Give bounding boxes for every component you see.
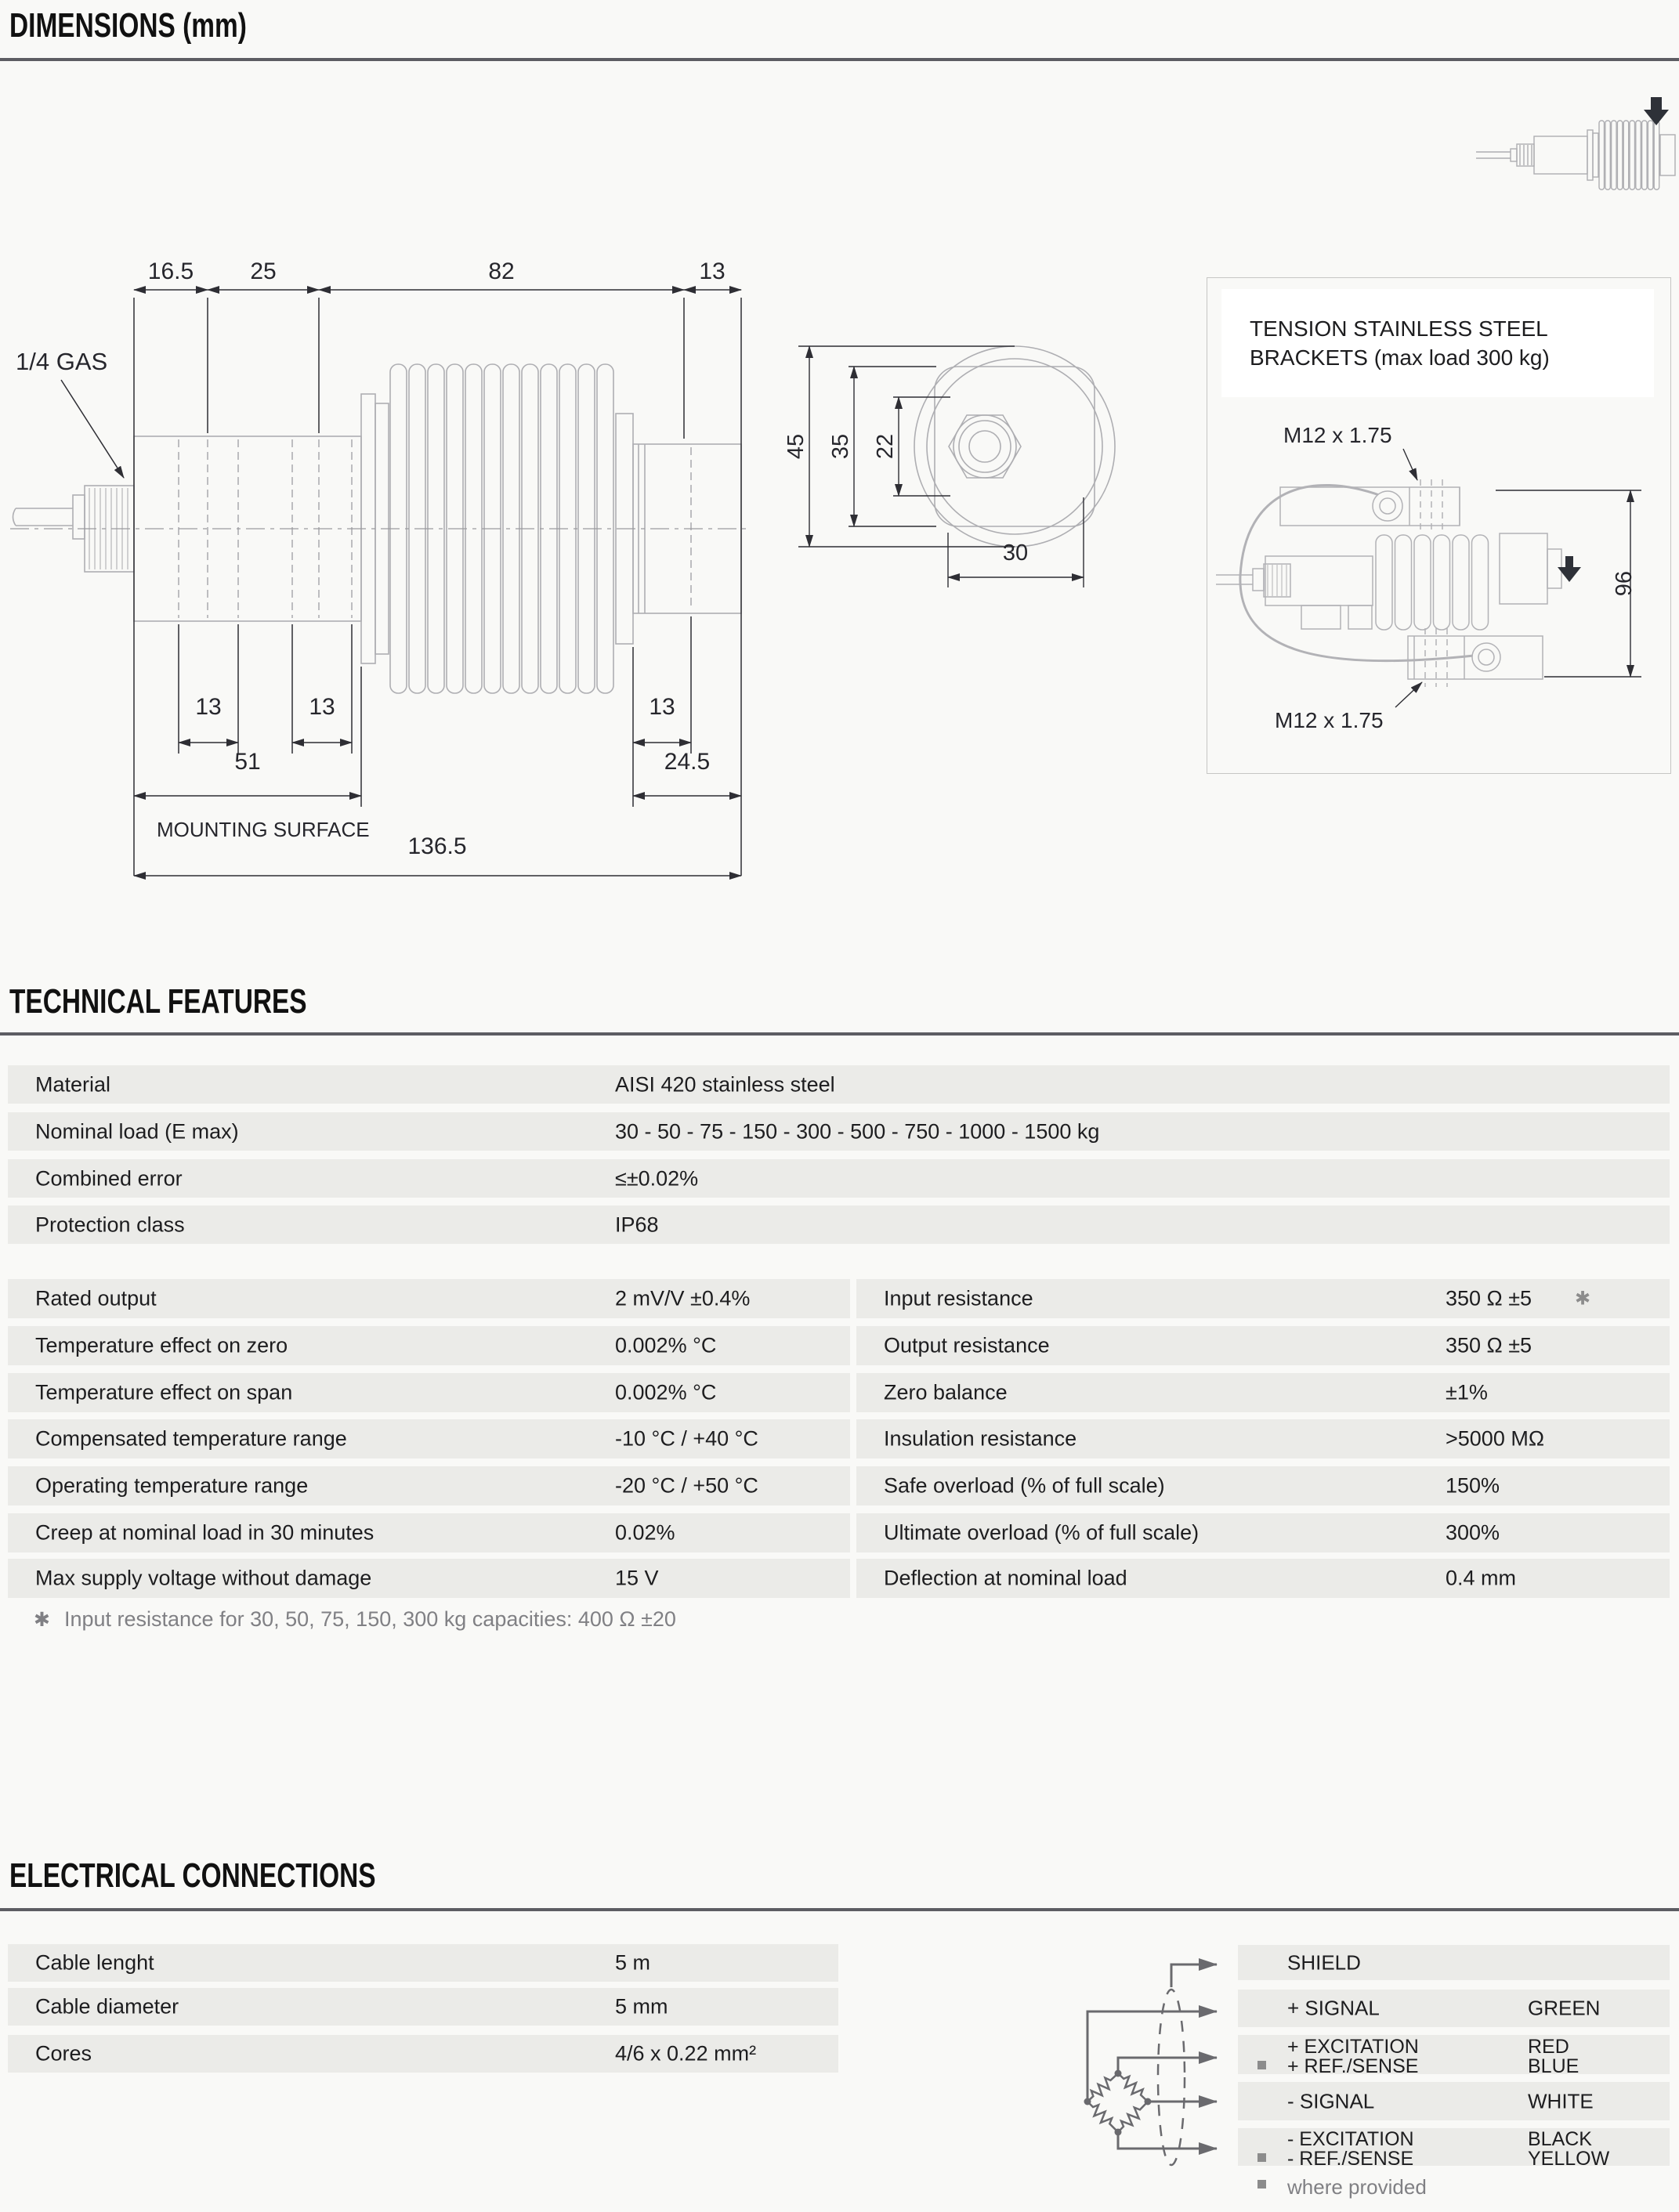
row-label: Zero balance bbox=[884, 1380, 1008, 1404]
bracket-drawing bbox=[1207, 396, 1670, 772]
square-bullet-icon bbox=[1257, 2180, 1266, 2189]
wire-color: GREEN bbox=[1528, 1996, 1601, 2020]
wire-label: + SIGNAL bbox=[1287, 1996, 1380, 2020]
dim-25: 25 bbox=[250, 258, 277, 284]
tension-brackets-title-line1: TENSION STAINLESS STEEL bbox=[1250, 316, 1548, 341]
row-value: 15 V bbox=[615, 1566, 659, 1590]
bridge-resistors bbox=[1084, 2069, 1152, 2136]
table-row bbox=[8, 1559, 850, 1598]
footnote-text: Input resistance for 30, 50, 75, 150, 300 kg capacities: 400 Ω ±20 bbox=[63, 1607, 676, 1631]
table-row bbox=[856, 1326, 1670, 1365]
wire-label: - REF./SENSE bbox=[1287, 2148, 1414, 2170]
electrical-section-title: ELECTRICAL CONNECTIONS bbox=[9, 1856, 376, 1895]
row-value: -20 °C / +50 °C bbox=[615, 1473, 758, 1498]
wire-color: WHITE bbox=[1528, 2089, 1594, 2113]
dim-82: 82 bbox=[488, 258, 515, 284]
table-row bbox=[8, 1112, 1670, 1151]
row-value: ≤±0.02% bbox=[615, 1166, 699, 1190]
table-row bbox=[856, 1559, 1670, 1598]
bracket-labels bbox=[1275, 423, 1635, 732]
dim-22: 22 bbox=[873, 433, 898, 460]
row-label: Combined error bbox=[35, 1166, 183, 1190]
bridge-nodes bbox=[1084, 2070, 1152, 2136]
row-label: Input resistance bbox=[884, 1286, 1033, 1310]
table-row bbox=[8, 1944, 838, 1982]
technical-section-title: TECHNICAL FEATURES bbox=[9, 982, 307, 1021]
wiring-row-plus-excitation bbox=[1238, 2035, 1670, 2077]
row-value: 350 Ω ±5 bbox=[1446, 1286, 1532, 1310]
table-row bbox=[856, 1513, 1670, 1552]
table-row bbox=[8, 2035, 838, 2073]
input-resistance-footnote bbox=[34, 1607, 676, 1632]
row-value: AISI 420 stainless steel bbox=[615, 1072, 835, 1096]
row-value: 5 mm bbox=[615, 1994, 668, 2019]
row-label: Temperature effect on span bbox=[35, 1380, 293, 1404]
cable-shield-ellipse bbox=[1158, 1990, 1185, 2165]
wire-label: - SIGNAL bbox=[1287, 2089, 1375, 2113]
dim-13-c: 13 bbox=[649, 694, 675, 720]
row-label: Nominal load (E max) bbox=[35, 1119, 239, 1143]
row-label: Compensated temperature range bbox=[35, 1426, 347, 1451]
row-value: 300% bbox=[1446, 1520, 1500, 1545]
table-row bbox=[8, 1065, 1670, 1104]
dim-136-5: 136.5 bbox=[407, 833, 467, 859]
table-row bbox=[856, 1419, 1670, 1458]
row-value: 150% bbox=[1446, 1473, 1500, 1498]
dim-51: 51 bbox=[234, 749, 261, 775]
dimensions-section-title: DIMENSIONS (mm) bbox=[9, 6, 247, 45]
row-value: -10 °C / +40 °C bbox=[615, 1426, 758, 1451]
row-label: Max supply voltage without damage bbox=[35, 1566, 372, 1590]
table-row bbox=[8, 1513, 850, 1552]
table-row bbox=[8, 1326, 850, 1365]
wire-label: SHIELD bbox=[1287, 1950, 1361, 1974]
row-label: Rated output bbox=[35, 1286, 157, 1310]
mounting-surface-label: MOUNTING SURFACE bbox=[157, 818, 370, 841]
wiring-row-minus-signal bbox=[1238, 2082, 1670, 2120]
wire-color: BLACK bbox=[1528, 2128, 1592, 2150]
row-value: 5 m bbox=[615, 1950, 651, 1975]
dim-24-5: 24.5 bbox=[664, 749, 711, 775]
tension-brackets-title-box bbox=[1221, 289, 1654, 397]
wiring-row-plus-signal bbox=[1238, 1990, 1670, 2027]
row-label: Temperature effect on zero bbox=[35, 1333, 288, 1357]
row-label: Output resistance bbox=[884, 1333, 1050, 1357]
wire-color: RED bbox=[1528, 2036, 1569, 2058]
product-thumbnail-drawing bbox=[1471, 77, 1675, 202]
section-divider bbox=[0, 1908, 1679, 1911]
footnote-star-icon: ✱ bbox=[34, 1609, 50, 1631]
row-label: Insulation resistance bbox=[884, 1426, 1077, 1451]
end-view-drawing bbox=[780, 302, 1116, 638]
dim-13-a: 13 bbox=[195, 694, 222, 720]
thread-bottom-label: M12 x 1.75 bbox=[1275, 708, 1384, 732]
end-view-dimension-lines bbox=[798, 346, 1084, 587]
table-row bbox=[8, 1205, 1670, 1244]
dim-45: 45 bbox=[783, 433, 809, 460]
footnote-text: where provided bbox=[1287, 2175, 1427, 2199]
row-label: Creep at nominal load in 30 minutes bbox=[35, 1520, 375, 1545]
table-row bbox=[8, 1419, 850, 1458]
wire-color: YELLOW bbox=[1528, 2148, 1610, 2170]
table-row bbox=[856, 1373, 1670, 1412]
end-view-outline bbox=[914, 346, 1115, 547]
row-label: Deflection at nominal load bbox=[884, 1566, 1127, 1590]
row-value: 2 mV/V ±0.4% bbox=[615, 1286, 751, 1310]
wire-label: + REF./SENSE bbox=[1287, 2055, 1419, 2077]
wire-label: + EXCITATION bbox=[1287, 2036, 1419, 2058]
row-value: 350 Ω ±5 bbox=[1446, 1333, 1532, 1357]
dim-16-5: 16.5 bbox=[147, 258, 194, 284]
row-label: Cable lenght bbox=[35, 1950, 154, 1975]
end-view-dimension-labels bbox=[783, 434, 1028, 566]
bracket-outline bbox=[1216, 479, 1561, 687]
row-value: IP68 bbox=[615, 1213, 659, 1236]
footnote-star-icon: ✱ bbox=[1575, 1288, 1591, 1310]
row-value: 30 - 50 - 75 - 150 - 300 - 500 - 750 - 1000 - 1500 kg bbox=[615, 1119, 1100, 1143]
dim-35: 35 bbox=[828, 433, 853, 460]
side-view-drawing bbox=[6, 235, 758, 885]
wiring-row-shield bbox=[1238, 1945, 1670, 1980]
row-value: 0.002% °C bbox=[615, 1333, 717, 1357]
row-value: 0.02% bbox=[615, 1520, 675, 1545]
row-label: Operating temperature range bbox=[35, 1473, 309, 1498]
table-row bbox=[8, 1373, 850, 1412]
wheatstone-bridge-diagram bbox=[928, 1928, 1242, 2199]
row-label: Material bbox=[35, 1072, 111, 1096]
wire-color: BLUE bbox=[1528, 2055, 1579, 2077]
row-value: >5000 MΩ bbox=[1446, 1426, 1545, 1451]
wire-label: - EXCITATION bbox=[1287, 2128, 1414, 2150]
row-label: Ultimate overload (% of full scale) bbox=[884, 1520, 1200, 1545]
dim-96: 96 bbox=[1610, 570, 1635, 597]
table-row bbox=[8, 1279, 850, 1318]
section-divider bbox=[0, 58, 1679, 61]
wiring-table bbox=[1238, 1945, 1670, 2211]
row-label: Protection class bbox=[35, 1213, 185, 1236]
section-divider bbox=[0, 1032, 1679, 1036]
row-value: ±1% bbox=[1446, 1380, 1488, 1404]
dim-13-top: 13 bbox=[699, 258, 726, 284]
gas-thread-label: 1/4 GAS bbox=[16, 348, 108, 375]
dim-30: 30 bbox=[1002, 540, 1029, 566]
row-value: 0.002% °C bbox=[615, 1380, 717, 1404]
table-row bbox=[856, 1466, 1670, 1505]
row-label: Cores bbox=[35, 2041, 92, 2066]
load-direction-arrow-icon bbox=[1644, 97, 1669, 125]
thread-top-label: M12 x 1.75 bbox=[1283, 423, 1392, 447]
table-row bbox=[856, 1279, 1670, 1318]
gas-thread-leader-line bbox=[61, 380, 124, 478]
table-row bbox=[8, 1988, 838, 2026]
row-label: Safe overload (% of full scale) bbox=[884, 1473, 1165, 1498]
tension-brackets-panel bbox=[1207, 277, 1671, 774]
dim-13-b: 13 bbox=[309, 694, 335, 720]
table-row bbox=[8, 1159, 1670, 1198]
wiring-row-minus-excitation bbox=[1238, 2128, 1670, 2170]
row-label: Cable diameter bbox=[35, 1994, 179, 2019]
row-value: 0.4 mm bbox=[1446, 1566, 1517, 1590]
table-row bbox=[8, 1466, 850, 1505]
tension-brackets-title-line2: BRACKETS (max load 300 kg) bbox=[1250, 345, 1550, 370]
row-value: 4/6 x 0.22 mm² bbox=[615, 2041, 757, 2066]
